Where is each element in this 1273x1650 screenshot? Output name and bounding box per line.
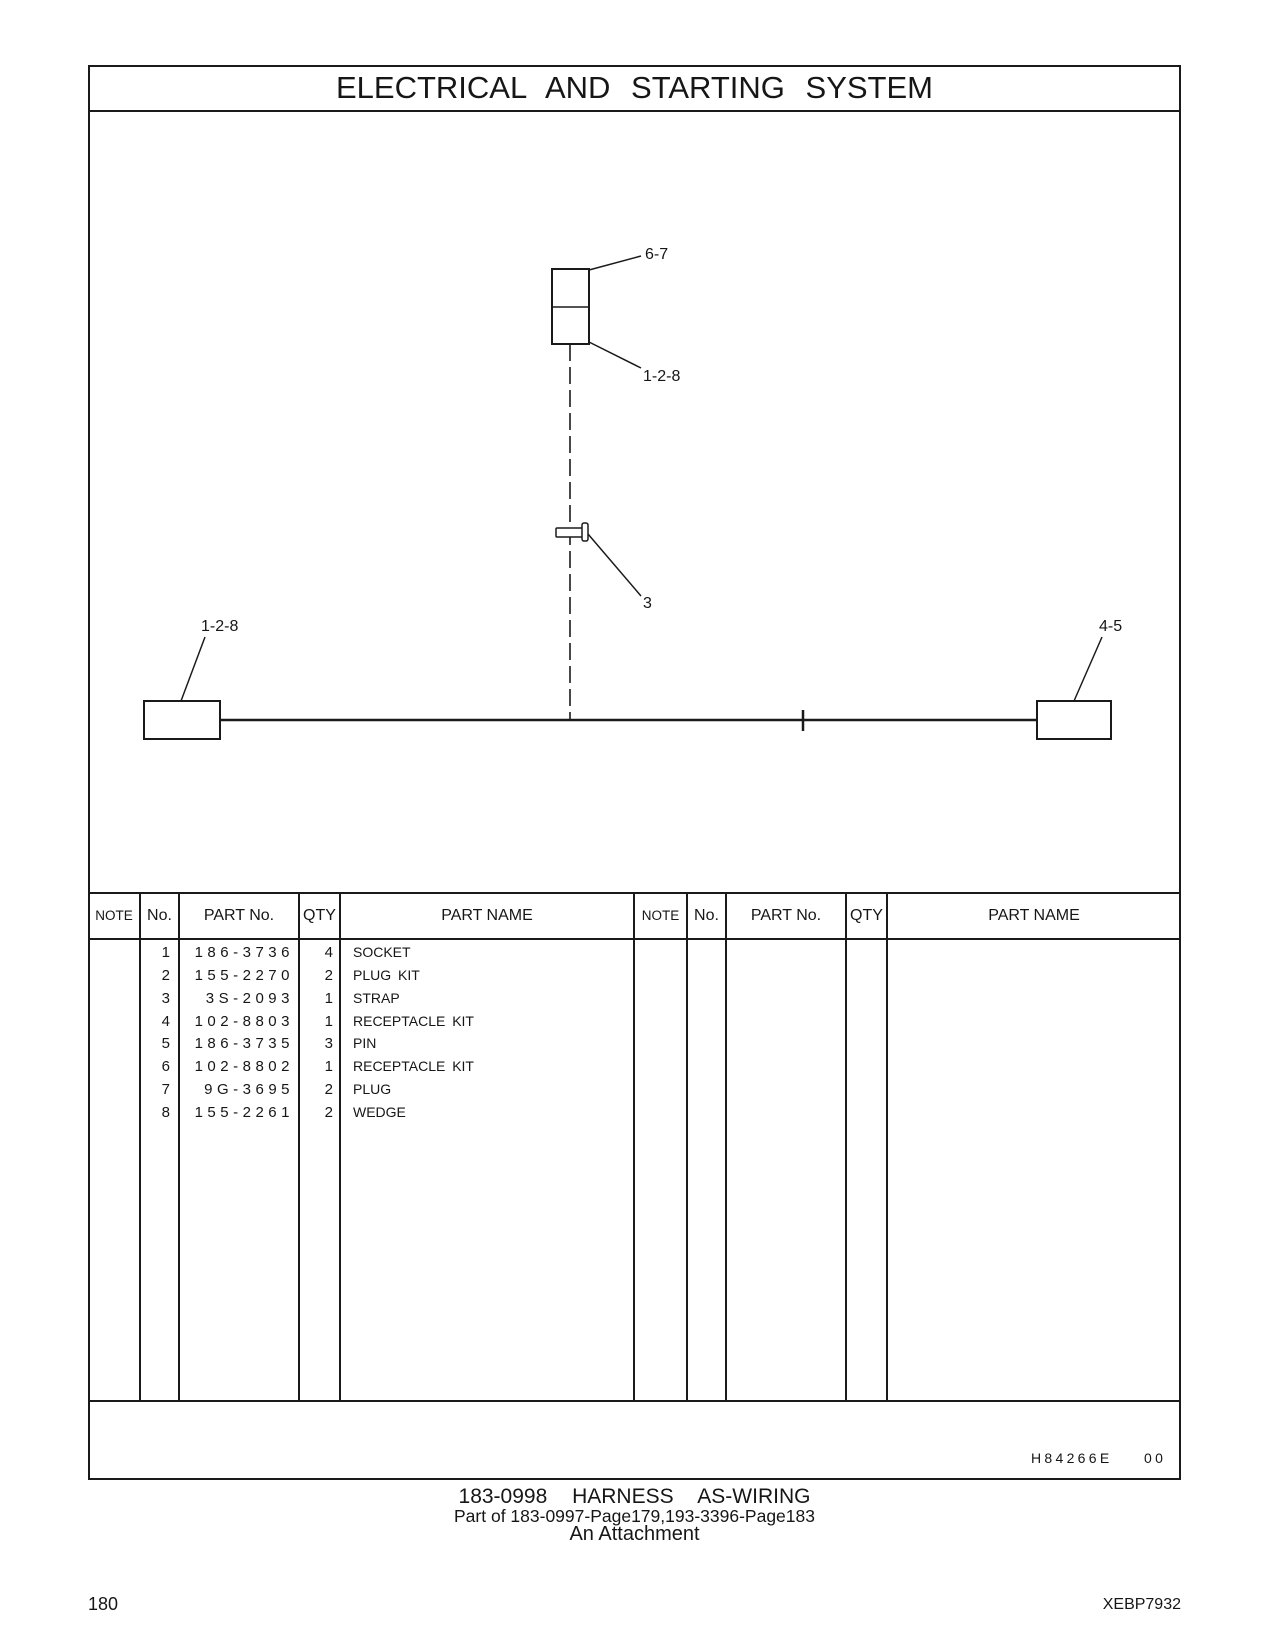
attachment-caption: An Attachment (569, 1523, 700, 1545)
part-of-caption: Part of 183-0997-Page179,193-3396-Page183 (454, 1506, 815, 1526)
part-number: 102-8802 (194, 1058, 294, 1075)
part-number: 3S-2093 (205, 990, 294, 1007)
item-number: 1 (161, 944, 170, 961)
column-header-qty: QTY (303, 907, 336, 924)
table-bottom-rule (88, 1400, 1181, 1402)
part-number: 186-3735 (194, 1035, 294, 1052)
quantity: 1 (324, 1058, 333, 1075)
item-number: 8 (161, 1104, 170, 1121)
part-number: 155-2261 (194, 1104, 294, 1121)
illustration-code: H84266E (1031, 1450, 1113, 1466)
leader-line (589, 342, 641, 368)
part-number: 155-2270 (194, 967, 294, 984)
callout-label: 1-2-8 (643, 368, 681, 385)
item-number: 4 (161, 1013, 170, 1030)
column-header-note: NOTE (95, 908, 133, 923)
part-name: WEDGE (353, 1104, 406, 1120)
callout-label: 1-2-8 (201, 618, 239, 635)
strap (556, 523, 588, 541)
item-number: 6 (161, 1058, 170, 1075)
page-number: 180 (88, 1594, 119, 1614)
part-name: STRAP (353, 990, 400, 1006)
item-number: 3 (161, 990, 170, 1007)
part-row (0, 1032, 1273, 1055)
group-caption: 183-0998 HARNESS AS-WIRING (458, 1485, 811, 1508)
leader-line (588, 534, 641, 596)
item-number: 5 (161, 1035, 170, 1052)
callout-label: 4-5 (1099, 618, 1123, 635)
quantity: 2 (324, 967, 333, 984)
part-row (0, 1078, 1273, 1101)
part-row (0, 964, 1273, 987)
quantity: 2 (324, 1104, 333, 1121)
quantity: 4 (324, 944, 333, 961)
part-number: 9G-3695 (204, 1081, 294, 1098)
left-connector (144, 701, 220, 739)
column-header-note: NOTE (641, 908, 680, 923)
right-connector (1037, 701, 1111, 739)
part-name: RECEPTACLE KIT (353, 1058, 474, 1074)
part-name: PIN (353, 1035, 377, 1051)
part-name: RECEPTACLE KIT (353, 1013, 474, 1029)
column-header-part-no: PART No. (203, 907, 275, 924)
column-header-part-name: PART NAME (441, 907, 533, 924)
item-number: 2 (161, 967, 170, 984)
top-connector (552, 269, 589, 344)
part-row (0, 1101, 1273, 1124)
part-name: PLUG KIT (353, 967, 420, 983)
quantity: 3 (324, 1035, 333, 1052)
callout-label: 3 (643, 595, 652, 612)
part-row (0, 941, 1273, 964)
part-row (0, 1010, 1273, 1033)
part-name: SOCKET (353, 944, 411, 960)
part-row (0, 1055, 1273, 1078)
item-number: 7 (161, 1081, 170, 1098)
leader-line (1074, 637, 1102, 701)
column-header-no: No. (694, 907, 719, 924)
leader-line (181, 637, 205, 701)
part-name: PLUG (353, 1081, 392, 1097)
part-row (0, 987, 1273, 1010)
section-title: ELECTRICAL AND STARTING SYSTEM (336, 70, 933, 105)
quantity: 1 (324, 990, 333, 1007)
leader-line (589, 256, 641, 270)
quantity: 1 (324, 1013, 333, 1030)
quantity: 2 (324, 1081, 333, 1098)
column-header-part-no: PART No. (750, 907, 822, 924)
document-id: XEBP7932 (1102, 1596, 1181, 1613)
column-header-part-name: PART NAME (988, 907, 1080, 924)
column-header-qty: QTY (850, 907, 883, 924)
part-number: 102-8803 (194, 1013, 294, 1030)
part-number: 186-3736 (194, 944, 294, 961)
column-header-no: No. (147, 907, 172, 924)
illustration-revision: 00 (1144, 1450, 1167, 1466)
callout-label: 6-7 (645, 246, 669, 263)
